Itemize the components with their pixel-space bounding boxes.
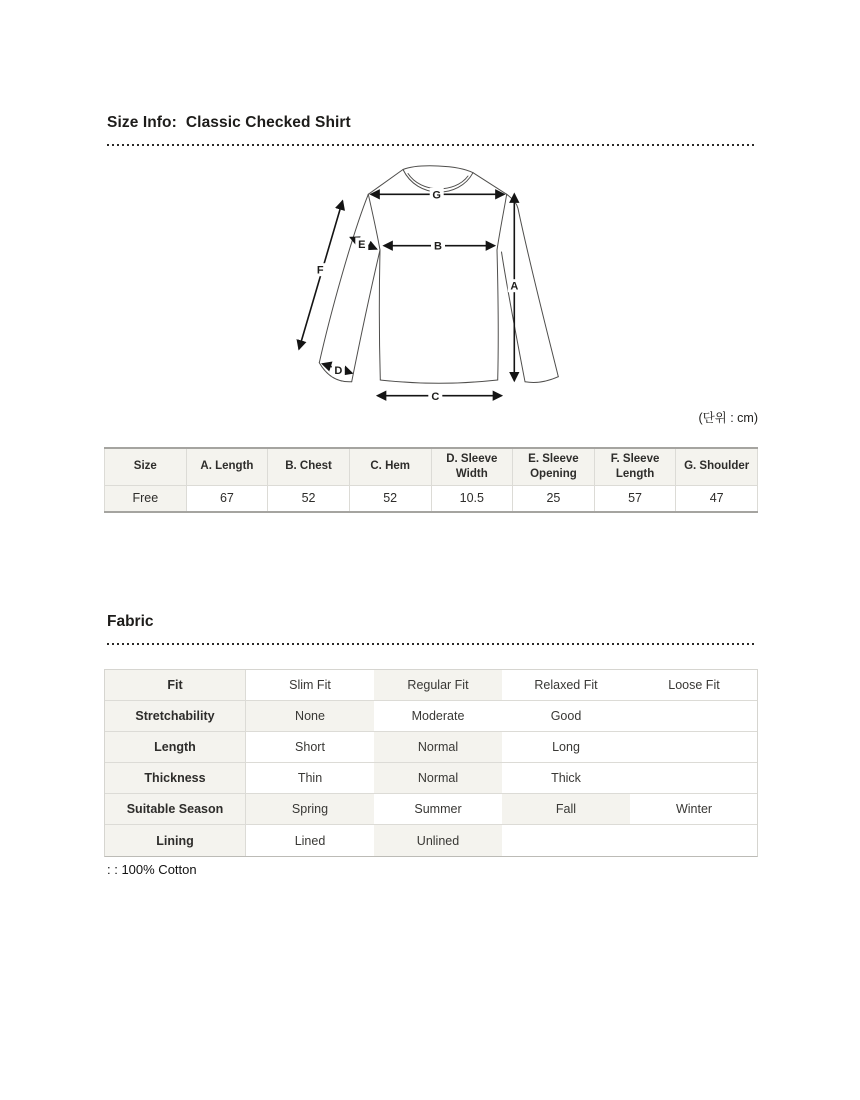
size-info-label: Size Info: bbox=[107, 114, 177, 131]
size-col-header: B. Chest bbox=[268, 448, 350, 485]
size-value-cell: 10.5 bbox=[431, 485, 513, 512]
fabric-row bbox=[105, 670, 757, 701]
fabric-table bbox=[104, 669, 758, 857]
fabric-option: Thick bbox=[551, 771, 581, 785]
fabric-option: Thin bbox=[297, 771, 323, 785]
fabric-row-label: Stretchability bbox=[105, 701, 246, 731]
size-value-cell: 57 bbox=[594, 485, 676, 512]
measure-label-b: B bbox=[434, 240, 442, 253]
fabric-row bbox=[105, 763, 757, 794]
fabric-row bbox=[105, 825, 757, 856]
fabric-option: Relaxed Fit bbox=[534, 678, 598, 692]
fabric-option: Winter bbox=[675, 802, 713, 816]
size-value-cell: 52 bbox=[268, 485, 350, 512]
fabric-option-selected: Normal bbox=[374, 732, 502, 762]
measure-label-g: G bbox=[432, 189, 441, 202]
fabric-option: Loose Fit bbox=[668, 678, 720, 692]
size-col-header: E. Sleeve Opening bbox=[513, 448, 595, 485]
fabric-option-selected: Fall bbox=[502, 794, 630, 824]
fabric-row bbox=[105, 732, 757, 763]
fabric-option-selected: Regular Fit bbox=[374, 670, 502, 700]
dotted-divider-fabric bbox=[107, 643, 757, 645]
measure-label-d: D bbox=[334, 365, 343, 377]
size-table-body bbox=[105, 485, 758, 512]
measure-label-f: F bbox=[316, 264, 324, 277]
shirt-measurement-diagram bbox=[280, 160, 600, 410]
size-col-header: Size bbox=[105, 448, 187, 485]
size-value-cell: 52 bbox=[349, 485, 431, 512]
measure-label-c: C bbox=[431, 391, 440, 403]
size-col-header: G. Shoulder bbox=[676, 448, 758, 485]
size-table bbox=[104, 447, 758, 513]
measure-label-a: A bbox=[510, 280, 519, 293]
size-value-cell: 67 bbox=[186, 485, 268, 512]
fabric-option: Slim Fit bbox=[289, 678, 331, 692]
fabric-row-label: Suitable Season bbox=[105, 794, 246, 824]
fabric-option-selected: Unlined bbox=[374, 825, 502, 856]
size-col-header: D. Sleeve Width bbox=[431, 448, 513, 485]
fabric-option: Good bbox=[550, 709, 582, 723]
fabric-row-label: Fit bbox=[105, 670, 246, 700]
fabric-row-label: Lining bbox=[105, 825, 246, 856]
size-table-header-row bbox=[105, 448, 758, 485]
fabric-option: Lined bbox=[294, 833, 326, 848]
dotted-divider-top bbox=[107, 144, 757, 146]
material-note: : : 100% Cotton bbox=[107, 862, 197, 877]
fabric-option: Summer bbox=[414, 802, 462, 816]
product-name: Classic Checked Shirt bbox=[185, 114, 351, 131]
measure-label-e: E bbox=[358, 239, 366, 251]
fabric-row-label: Thickness bbox=[105, 763, 246, 793]
fabric-option-selected: Normal bbox=[374, 763, 502, 793]
size-col-header: A. Length bbox=[186, 448, 268, 485]
fabric-row bbox=[105, 794, 757, 825]
fabric-row-label: Length bbox=[105, 732, 246, 762]
page-title bbox=[107, 114, 351, 132]
size-table-row bbox=[105, 485, 758, 512]
fabric-option: Long bbox=[552, 740, 580, 754]
size-col-header: C. Hem bbox=[349, 448, 431, 485]
fabric-option-selected: Spring bbox=[246, 794, 374, 824]
unit-note: (단위 : cm) bbox=[698, 411, 758, 425]
measurement-arrows bbox=[299, 194, 514, 396]
size-value-cell: 25 bbox=[513, 485, 595, 512]
fabric-option: Moderate bbox=[411, 709, 465, 723]
shirt-diagram-svg bbox=[280, 160, 600, 410]
fabric-section-title: Fabric bbox=[107, 613, 154, 630]
size-value-cell: 47 bbox=[676, 485, 758, 512]
fabric-option: Short bbox=[295, 740, 325, 754]
fabric-option-selected: None bbox=[246, 701, 374, 731]
fabric-row bbox=[105, 701, 757, 732]
size-name-cell: Free bbox=[105, 485, 187, 512]
size-col-header: F. Sleeve Length bbox=[594, 448, 676, 485]
